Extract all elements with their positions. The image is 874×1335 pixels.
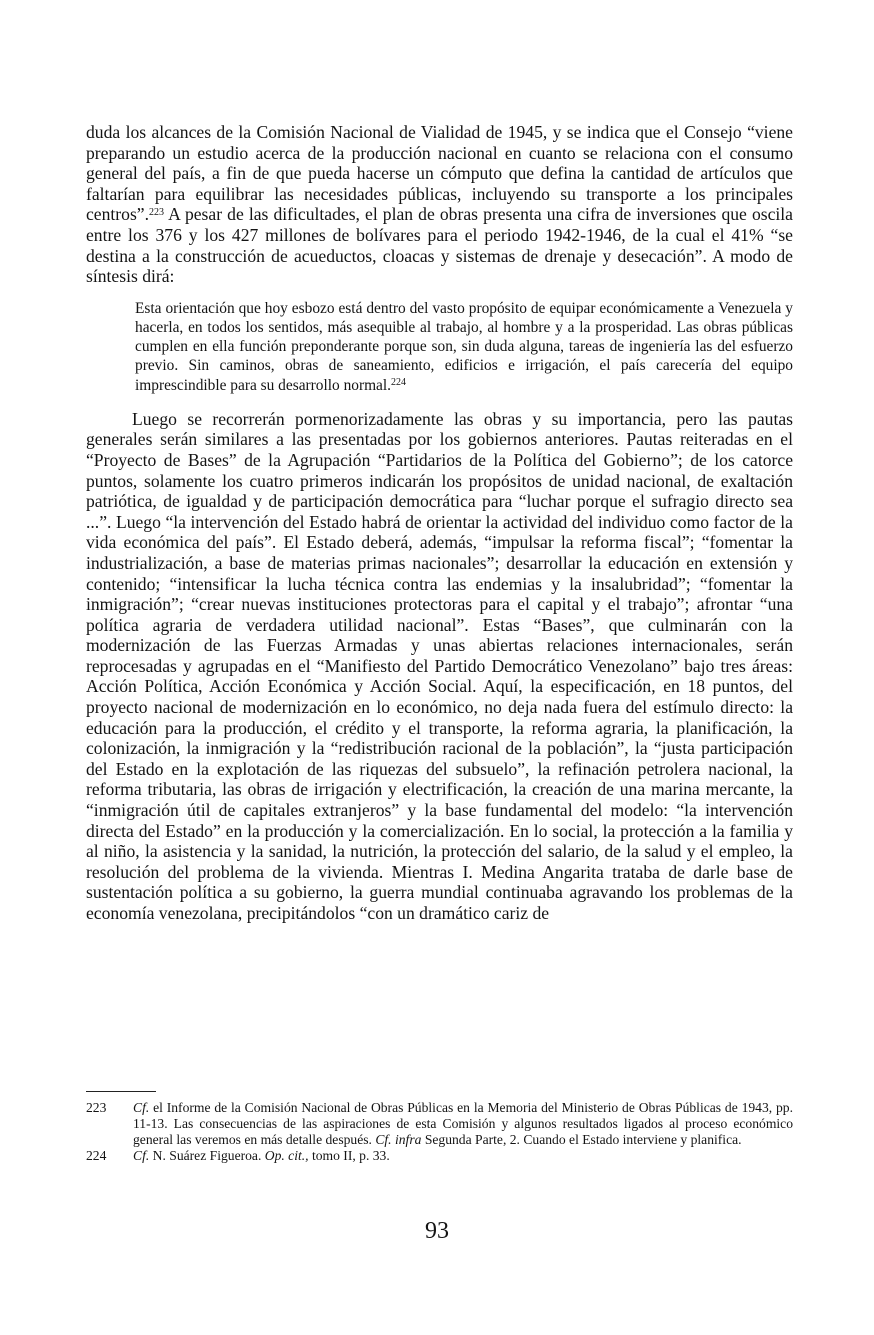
paragraph-text: A pesar de las dificultades, el plan de obras presenta una cifra de inversiones que oscila entre los 376 y los 427 millones de bolívares para el periodo 1942-1946, de la cual el 41% “se destina a la construcción de acueductos, cloacas y sistemas de drenaje y desecación”. A modo de síntesis dirá:: [86, 204, 793, 287]
footnote-text-part: el Informe de la Comisión Nacional de Obras Públicas en la Memoria del Ministerio de Obras Públicas de 1943, pp. 11-13. Las consecuencias de las aspiraciones de esta Comisión y algunos resultados ligados al proceso económico general las veremos en más detalle después.: [133, 1100, 793, 1147]
footnote-223: [86, 1100, 793, 1148]
paragraph-text: duda los alcances de la Comisión Nacional de Vialidad de 1945, y se indica que el Consejo “viene preparando un estudio acerca de la producción nacional en cuanto se relaciona con el consumo general del país, a fin de que pueda hacerse un cómputo que defina la cantidad de artículos que faltarían para equilibrar las necesidades públicas, incluyendo su transporte a los principales centros”.: [86, 122, 793, 225]
paragraph-text: Luego se recorrerán pormenorizadamente las obras y su importancia, pero las pautas generales serán similares a las presentadas por los gobiernos anteriores. Pautas reiteradas en el “Proyecto de Bases” de la Agrupación “Partidarios de la Política del Gobierno”; de los catorce puntos, solamente los cuatro primeros indicarán los propósitos de unidad nacional, de exaltación patriótica, de igualdad y de participación democrática para “luchar porque el sufragio directo sea ...”. Luego “la intervención del Estado habrá de orientar la actividad del individuo como factor de la vida económica del país”. El Estado deberá, además, “impulsar la reforma fiscal”; “fomentar la industrialización, a base de materias primas nacionales”; desarrollar la educación en extensión y contenido; “intensificar la lucha técnica contra las endemias y la insalubridad”; “fomentar la inmigración”; “crear nuevas instituciones protectoras para el capital y el trabajo”; afrontar “una política agraria de verdadera utilidad nacional”. Estas “Bases”, que culminarán con la modernización de las Fuerzas Armadas y unas abiertas relaciones internacionales, serán reprocesadas y agrupadas en el “Manifiesto del Partido Democrático Venezolano” bajo tres áreas: Acción Política, Acción Económica y Acción Social. Aquí, la especificación, en 18 puntos, del proyecto nacional de modernización en lo económico, no deja nada fuera del estímulo directo: la educación para la producción, el crédito y el transporte, la reforma agraria, la planificación, la colonización, la inmigración y la “redistribución racional de la población”, la “justa participación del Estado en la explotación de las riquezas del subsuelo”, la refinación petrolera nacional, la reforma tributaria, las obras de irrigación y electrificación, la creación de una marina mercante, la “inmigración útil de capitales extranjeros” y la base fundamental del modelo: “la intervención directa del Estado” en la producción y la comercialización. En lo social, la protección a la familia y al niño, la asistencia y la sanidad, la nutrición, la protección del salario, de la salud y el empleo, la resolución del problema de la vivienda. Mientras I. Medina Angarita trataba de darle base de sustentación política a su gobierno, la guerra mundial continuaba agravando los problemas de la economía venezolana, precipitándolos “con un dramático cariz de: [86, 408, 793, 924]
footnote-reference-224[interactable]: 224: [391, 376, 407, 388]
footnote-224: [86, 1148, 793, 1164]
paragraph: [86, 409, 793, 924]
footnote-cf-infra: Cf. infra: [375, 1132, 422, 1147]
footnote-cf: Cf.: [133, 1100, 150, 1115]
footnote-divider: [86, 1091, 156, 1092]
page-body: [86, 122, 793, 924]
footnote-reference-223[interactable]: 223: [149, 207, 165, 219]
footnote-cf: Cf.: [133, 1148, 150, 1163]
block-quote: [135, 299, 793, 395]
footnote-number: 224: [86, 1148, 107, 1163]
footnote-text: [133, 1148, 793, 1164]
footnote-text-part: tomo II, p. 33.: [308, 1148, 390, 1163]
footnote-text-part: N. Suárez Figueroa.: [149, 1148, 265, 1163]
quote-text: Esta orientación que hoy esbozo está dentro del vasto propósito de equipar económicamente a Venezuela y hacerla, en todos los sentidos, más asequible al trabajo, al hombre y a la prosperidad. Las obras públicas cumplen en ella función preponderante porque son, sin duda alguna, tareas de ingeniería las del esfuerzo previo. Sin caminos, obras de saneamiento, edificios e irrigación, el país carecería del equipo imprescindible para su desarrollo normal.: [135, 299, 793, 394]
footnote-number: 223: [86, 1100, 107, 1115]
paragraph-continued: [86, 122, 793, 287]
footnotes: [86, 1100, 793, 1164]
footnote-op-cit: Op. cit.,: [264, 1148, 309, 1163]
page-number: 93: [425, 1218, 449, 1244]
footnote-text: [133, 1100, 793, 1148]
footnote-text-part: Segunda Parte, 2. Cuando el Estado interviene y planifica.: [421, 1132, 742, 1147]
